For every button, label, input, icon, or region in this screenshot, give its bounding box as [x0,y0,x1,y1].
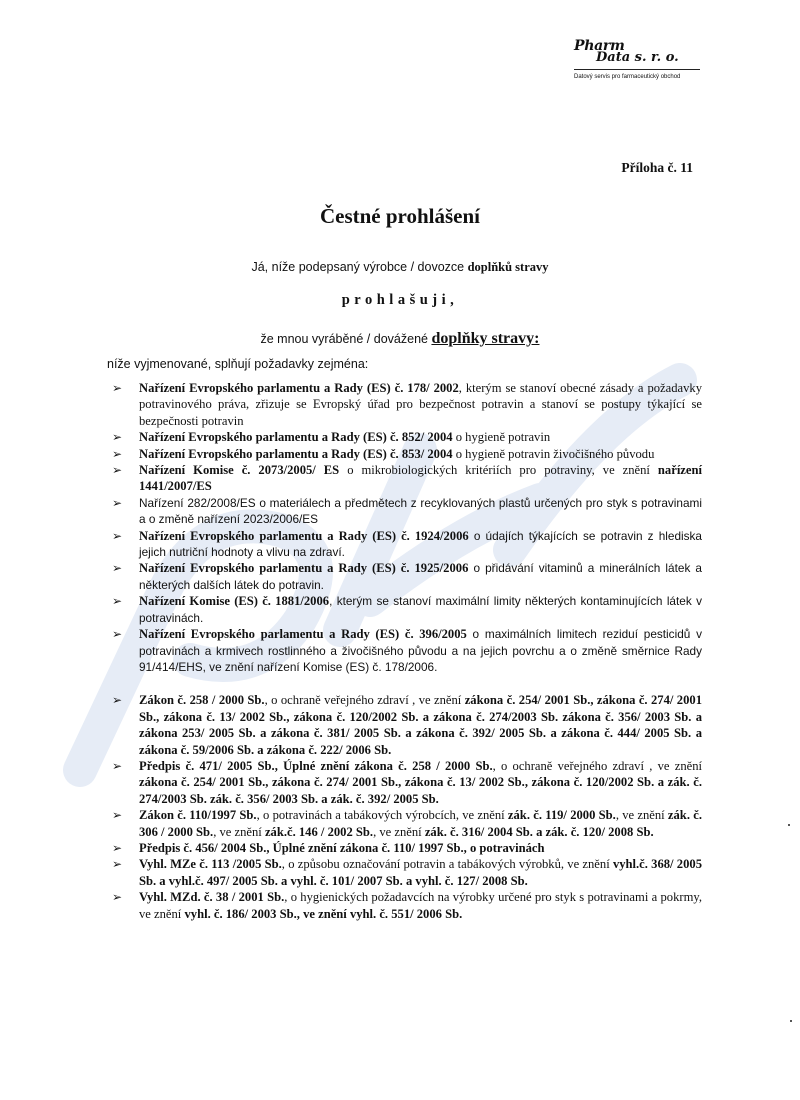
logo-divider [574,69,700,70]
law-text: o maximálních limitech reziduí pesticidů v potravinách a krmivech rostlinného a živočišného původu a na jejich povrchu a o změně směrnice Rady 91/414/EHS, ve znění nařízení Komise (ES) č. 178/2006. [139,627,702,674]
list-item [112,446,702,462]
law-title: Nařízení Evropského parlamentu a Rady (ES) č. 1924/2006 [139,528,469,543]
intro-line-3 [0,330,800,348]
law-text: , o ochraně veřejného zdraví , ve znění [492,758,702,773]
law-title: Nařízení Komise (ES) č. 1881/2006 [139,594,330,609]
list-item [112,429,702,445]
list-item [112,692,702,758]
law-text: , o ochraně veřejného zdraví , ve znění [264,693,465,708]
list-item [112,462,702,495]
intro-line-1-text: Já, níže podepsaný výrobce / dovozce [251,260,468,274]
law-text: o mikrobiologických kritériích pro potraviny, ve znění [339,463,658,478]
law-title: Vyhl. MZe č. 113 /2005 Sb. [139,857,282,872]
law-amendment: vyhl.č. 368/ 2005 Sb. a vyhl.č. 497/ 2005 Sb. a vyhl. č. 101/ 2007 Sb. a vyhl. č. 127/ 2008 Sb. [139,857,702,888]
list-item [112,758,702,807]
law-text: , o potravinách a tabákových výrobcích, ve znění [256,808,508,823]
list-item [112,560,702,593]
intro-line-1-bold: doplňků stravy [467,260,549,274]
law-text: o přidávání vitaminů a minerálních látek a některých dalších látek do potravin. [139,561,702,592]
list-item [112,626,702,675]
law-title: Nařízení Evropského parlamentu a Rady (ES) č. 853/ 2004 [139,446,453,461]
scan-mark [788,824,790,826]
law-title: Zákon č. 110/1997 Sb. [139,808,257,823]
logo-text-data: Data s. r. o. [596,50,679,65]
law-amendment: zák. č. 306 / 2000 Sb. [139,808,702,839]
law-amendment: zákona č. 254/ 2001 Sb., zákona č. 274/ 2001 Sb., zákona č. 13/ 2002 Sb., zákona č. 120/2002 Sb. a zák. č. 274/2003 Sb. zák. č. 356/ 2003 Sb. a zák. č. 392/ 2005 Sb. [139,775,702,806]
law-text: o údajích týkajících se potravin z hlediska jejich nutriční hodnoty a vlivu na zdraví. [139,528,702,560]
law-text: Nařízení 282/2008/ES o materiálech a předmětech z recyklovaných plastů určených pro styk s potravinami a o změně nařízení 2023/2006/ES [139,495,702,527]
intro-line-4: níže vyjmenované, splňují požadavky zejména: [107,357,369,371]
law-text: o hygieně potravin [452,430,551,445]
law-text: , kterým se stanoví maximální limity některých kontaminujících látek v potravinách. [139,594,702,625]
company-logo [574,38,704,90]
law-title: Nařízení Komise č. 2073/2005/ ES [139,463,340,478]
page-title: Čestné prohlášení [319,204,481,228]
law-amendment: zák. č. 316/ 2004 Sb. a zák. č. 120/ 2008 Sb. [424,824,654,839]
law-title: Nařízení Evropského parlamentu a Rady (ES) č. 178/ 2002 [139,381,459,395]
law-text: , kterým se stanoví obecné zásady a požadavky potravinového práva, zřizuje se Evropský úřad pro bezpečnost potravin a stanoví se postupy týkající se bezpečnosti potravin [139,381,702,428]
list-item [112,807,702,840]
law-amendment: zákona č. 254/ 2001 Sb., zákona č. 274/ 2001 Sb., zákona č. 13/ 2002 Sb., zákona č. 120/2002 Sb. a zákona č. 274/2003 Sb. zákona č. 356/ 2003 Sb. a zákona 253/ 2005 Sb. a zákona č. 381/ 2005 Sb. a zákona č. 392/ 2005 Sb. a zákona č. 444/ 2005 Sb. a zákona č. 59/2006 Sb. a zákona č. 222/ 2006 Sb. [139,693,702,757]
law-title: Nařízení Evropského parlamentu a Rady (ES) č. 396/2005 [139,627,467,642]
law-amendment: nařízení 1441/2007/ES [139,463,702,494]
law-list [112,380,702,922]
logo-tagline: Datový servis pro farmaceutický obchod [574,74,681,80]
list-item [112,495,702,528]
list-item [112,840,702,856]
law-title: Vyhl. MZd. č. 38 / 2001 Sb. [139,890,285,905]
intro-line-1 [0,260,800,275]
list-item [112,856,702,889]
intro-line-3-text: že mnou vyráběné / dovážené [260,332,432,346]
law-text: , ve znění [615,808,668,823]
law-amendment: zák.č. 146 / 2002 Sb. [264,824,374,839]
list-item [112,593,702,626]
law-title: Nařízení Evropského parlamentu a Rady (ES) č. 1925/2006 [139,561,469,576]
list-item [112,889,702,922]
annex-label: Příloha č. 11 [621,160,693,175]
intro-line-3-bold: doplňky stravy: [431,330,540,347]
declare-word: prohlašuji, [341,292,459,308]
law-title: Zákon č. 258 / 2000 Sb. [139,693,265,708]
law-text: , o hygienických požadavcích na výrobky určené pro styk s potravinami a pokrmy, ve znění [139,890,702,921]
law-title: Nařízení Evropského parlamentu a Rady (ES) č. 852/ 2004 [139,430,453,445]
law-amendment: vyhl. č. 186/ 2003 Sb., ve znění vyhl. č. 551/ 2006 Sb. [184,906,463,921]
law-text: , ve znění [213,824,265,839]
law-title: Předpis č. 456/ 2004 Sb., Úplné znění zákona č. 110/ 1997 Sb., o potravinách [139,840,545,855]
list-item [112,380,702,429]
law-title: Předpis č. 471/ 2005 Sb., Úplné znění zákona č. 258 / 2000 Sb. [139,758,493,773]
law-amendment: zák. č. 119/ 2000 Sb. [507,808,616,823]
scan-mark [790,1020,792,1022]
logo-text-pharm: Pharm [574,38,625,54]
law-text: o hygieně potravin živočišného původu [452,446,655,461]
list-item [112,528,702,561]
law-text: , o způsobu označování potravin a tabákových výrobků, ve znění [281,857,613,872]
law-text: , ve znění [373,824,425,839]
